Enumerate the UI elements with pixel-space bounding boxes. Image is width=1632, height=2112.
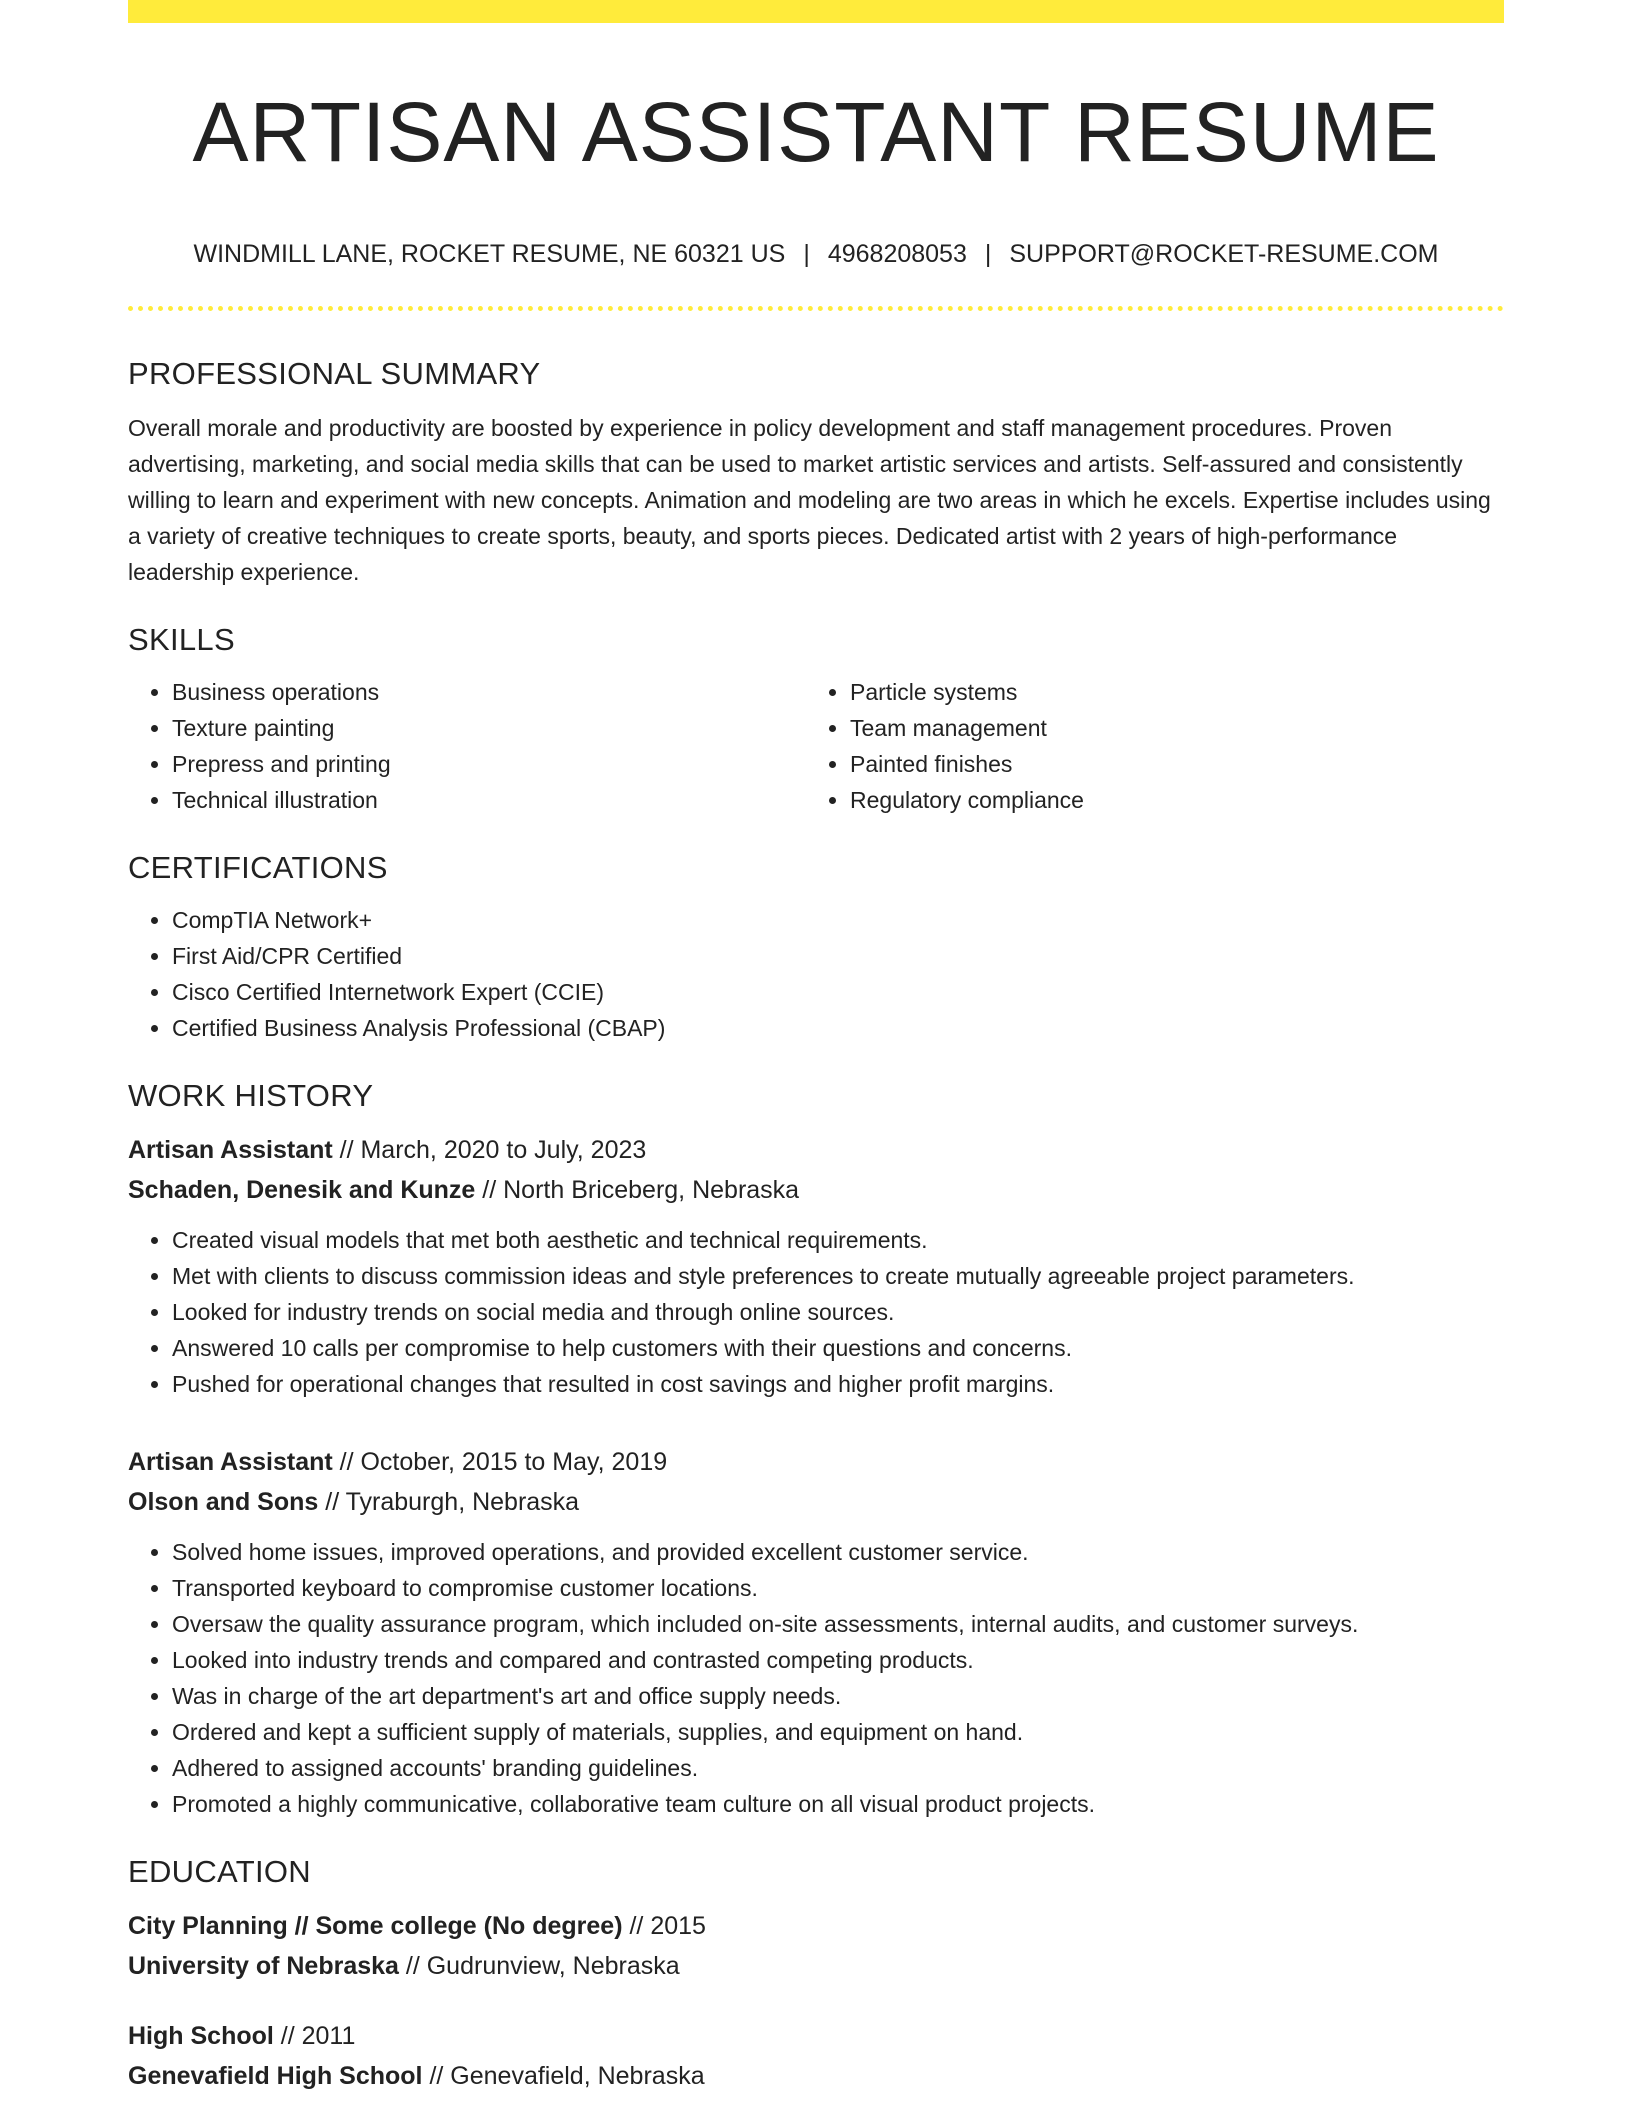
work-history-section xyxy=(128,1074,1504,1822)
skills-column-right xyxy=(806,674,1484,818)
education-heading: EDUCATION xyxy=(128,1854,311,1889)
certifications-list xyxy=(128,902,1504,1046)
job-bullets xyxy=(128,1222,1504,1402)
job-entry xyxy=(128,1130,1504,1402)
dotted-divider xyxy=(128,306,1504,311)
contact-address: WINDMILL LANE, ROCKET RESUME, NE 60321 US xyxy=(193,240,786,268)
skill-item: • Texture painting xyxy=(172,710,806,746)
resume-title: ARTISAN ASSISTANT RESUME xyxy=(192,85,1440,179)
contact-separator: | xyxy=(984,240,992,268)
job-company: Schaden, Denesik and Kunze xyxy=(128,1176,476,1204)
skill-item: • Technical illustration xyxy=(172,782,806,818)
job-bullet: • Looked into industry trends and compared and contrasted competing products. xyxy=(172,1642,1504,1678)
summary-section xyxy=(128,352,1504,590)
skills-columns xyxy=(128,674,1504,818)
skill-item: • Prepress and printing xyxy=(172,746,806,782)
certification-item: • First Aid/CPR Certified xyxy=(172,938,1504,974)
job-bullet: • Adhered to assigned accounts' branding guidelines. xyxy=(172,1750,1504,1786)
job-bullet: • Solved home issues, improved operations, and provided excellent customer service. xyxy=(172,1534,1504,1570)
education-school-line xyxy=(128,2056,1504,2096)
certification-item: • Cisco Certified Internetwork Expert (CCIE) xyxy=(172,974,1504,1010)
skill-item: • Team management xyxy=(850,710,1484,746)
job-company: Olson and Sons xyxy=(128,1488,319,1516)
certification-item: • CompTIA Network+ xyxy=(172,902,1504,938)
education-section xyxy=(128,1850,1504,2096)
resume-body xyxy=(128,352,1504,2096)
contact-line xyxy=(128,236,1504,272)
skills-section xyxy=(128,618,1504,818)
skill-item: • Regulatory compliance xyxy=(850,782,1484,818)
job-company-line xyxy=(128,1170,1504,1210)
education-school: Genevafield High School xyxy=(128,2062,423,2090)
job-title: Artisan Assistant xyxy=(128,1448,333,1476)
job-title-line xyxy=(128,1130,1504,1170)
education-year: // 2015 xyxy=(622,1912,706,1940)
certifications-heading: CERTIFICATIONS xyxy=(128,850,388,885)
job-location: // North Briceberg, Nebraska xyxy=(475,1176,800,1204)
job-bullet: • Was in charge of the art department's art and office supply needs. xyxy=(172,1678,1504,1714)
education-school-line xyxy=(128,1946,1504,1986)
job-title-line xyxy=(128,1442,1504,1482)
education-degree-line xyxy=(128,1906,1504,1946)
skill-item: • Business operations xyxy=(172,674,806,710)
job-bullet: • Oversaw the quality assurance program, which included on-site assessments, internal audits, and customer surveys. xyxy=(172,1606,1504,1642)
contact-separator: | xyxy=(803,240,810,268)
job-dates: // October, 2015 to May, 2019 xyxy=(332,1448,668,1476)
education-degree: High School xyxy=(128,2022,274,2050)
job-bullets xyxy=(128,1534,1504,1822)
education-entry xyxy=(128,2016,1504,2096)
education-degree-line xyxy=(128,2016,1504,2056)
skills-column-left xyxy=(128,674,806,818)
certifications-section xyxy=(128,846,1504,1046)
skills-heading: SKILLS xyxy=(128,622,235,657)
job-bullet: • Created visual models that met both aesthetic and technical requirements. xyxy=(172,1222,1504,1258)
job-bullet: • Answered 10 calls per compromise to help customers with their questions and concerns. xyxy=(172,1330,1504,1366)
job-bullet: • Looked for industry trends on social media and through online sources. xyxy=(172,1294,1504,1330)
skill-item: • Painted finishes xyxy=(850,746,1484,782)
contact-email: SUPPORT@ROCKET-RESUME.COM xyxy=(1009,240,1439,268)
skill-item: • Particle systems xyxy=(850,674,1484,710)
education-year: // 2011 xyxy=(273,2022,356,2050)
job-entry xyxy=(128,1442,1504,1822)
job-bullet: • Met with clients to discuss commission ideas and style preferences to create mutually agreeable project parameters. xyxy=(172,1258,1504,1294)
education-degree: City Planning // Some college (No degree) xyxy=(128,1912,623,1940)
job-company-line xyxy=(128,1482,1504,1522)
education-location: // Gudrunview, Nebraska xyxy=(398,1952,680,1980)
certification-item: • Certified Business Analysis Professional (CBAP) xyxy=(172,1010,1504,1046)
contact-phone: 4968208053 xyxy=(827,240,967,268)
job-bullet: • Transported keyboard to compromise customer locations. xyxy=(172,1570,1504,1606)
work-history-heading: WORK HISTORY xyxy=(128,1078,374,1113)
education-entry xyxy=(128,1906,1504,1986)
summary-heading: PROFESSIONAL SUMMARY xyxy=(128,356,541,391)
summary-text: Overall morale and productivity are boosted by experience in policy development and staff management procedures. Proven advertising, marketing, and social media skills that can be used to market artistic services and artists. Self-assured and consistently willing to learn and experiment with new concepts. Animation and modeling are two areas in which he excels. Expertise includes using a variety of creative techniques to create sports, beauty, and sports pieces. Dedicated artist with 2 years of high-performance leadership experience. xyxy=(128,415,1491,585)
education-school: University of Nebraska xyxy=(128,1952,399,1980)
job-bullet: • Pushed for operational changes that resulted in cost savings and higher profit margins. xyxy=(172,1366,1504,1402)
job-dates: // March, 2020 to July, 2023 xyxy=(332,1136,647,1164)
job-bullet: • Ordered and kept a sufficient supply of materials, supplies, and equipment on hand. xyxy=(172,1714,1504,1750)
accent-top-bar xyxy=(128,0,1504,23)
job-bullet: • Promoted a highly communicative, collaborative team culture on all visual product projects. xyxy=(172,1786,1504,1822)
education-location: // Genevafield, Nebraska xyxy=(422,2062,705,2090)
job-title: Artisan Assistant xyxy=(128,1136,333,1164)
job-location: // Tyraburgh, Nebraska xyxy=(318,1488,580,1516)
